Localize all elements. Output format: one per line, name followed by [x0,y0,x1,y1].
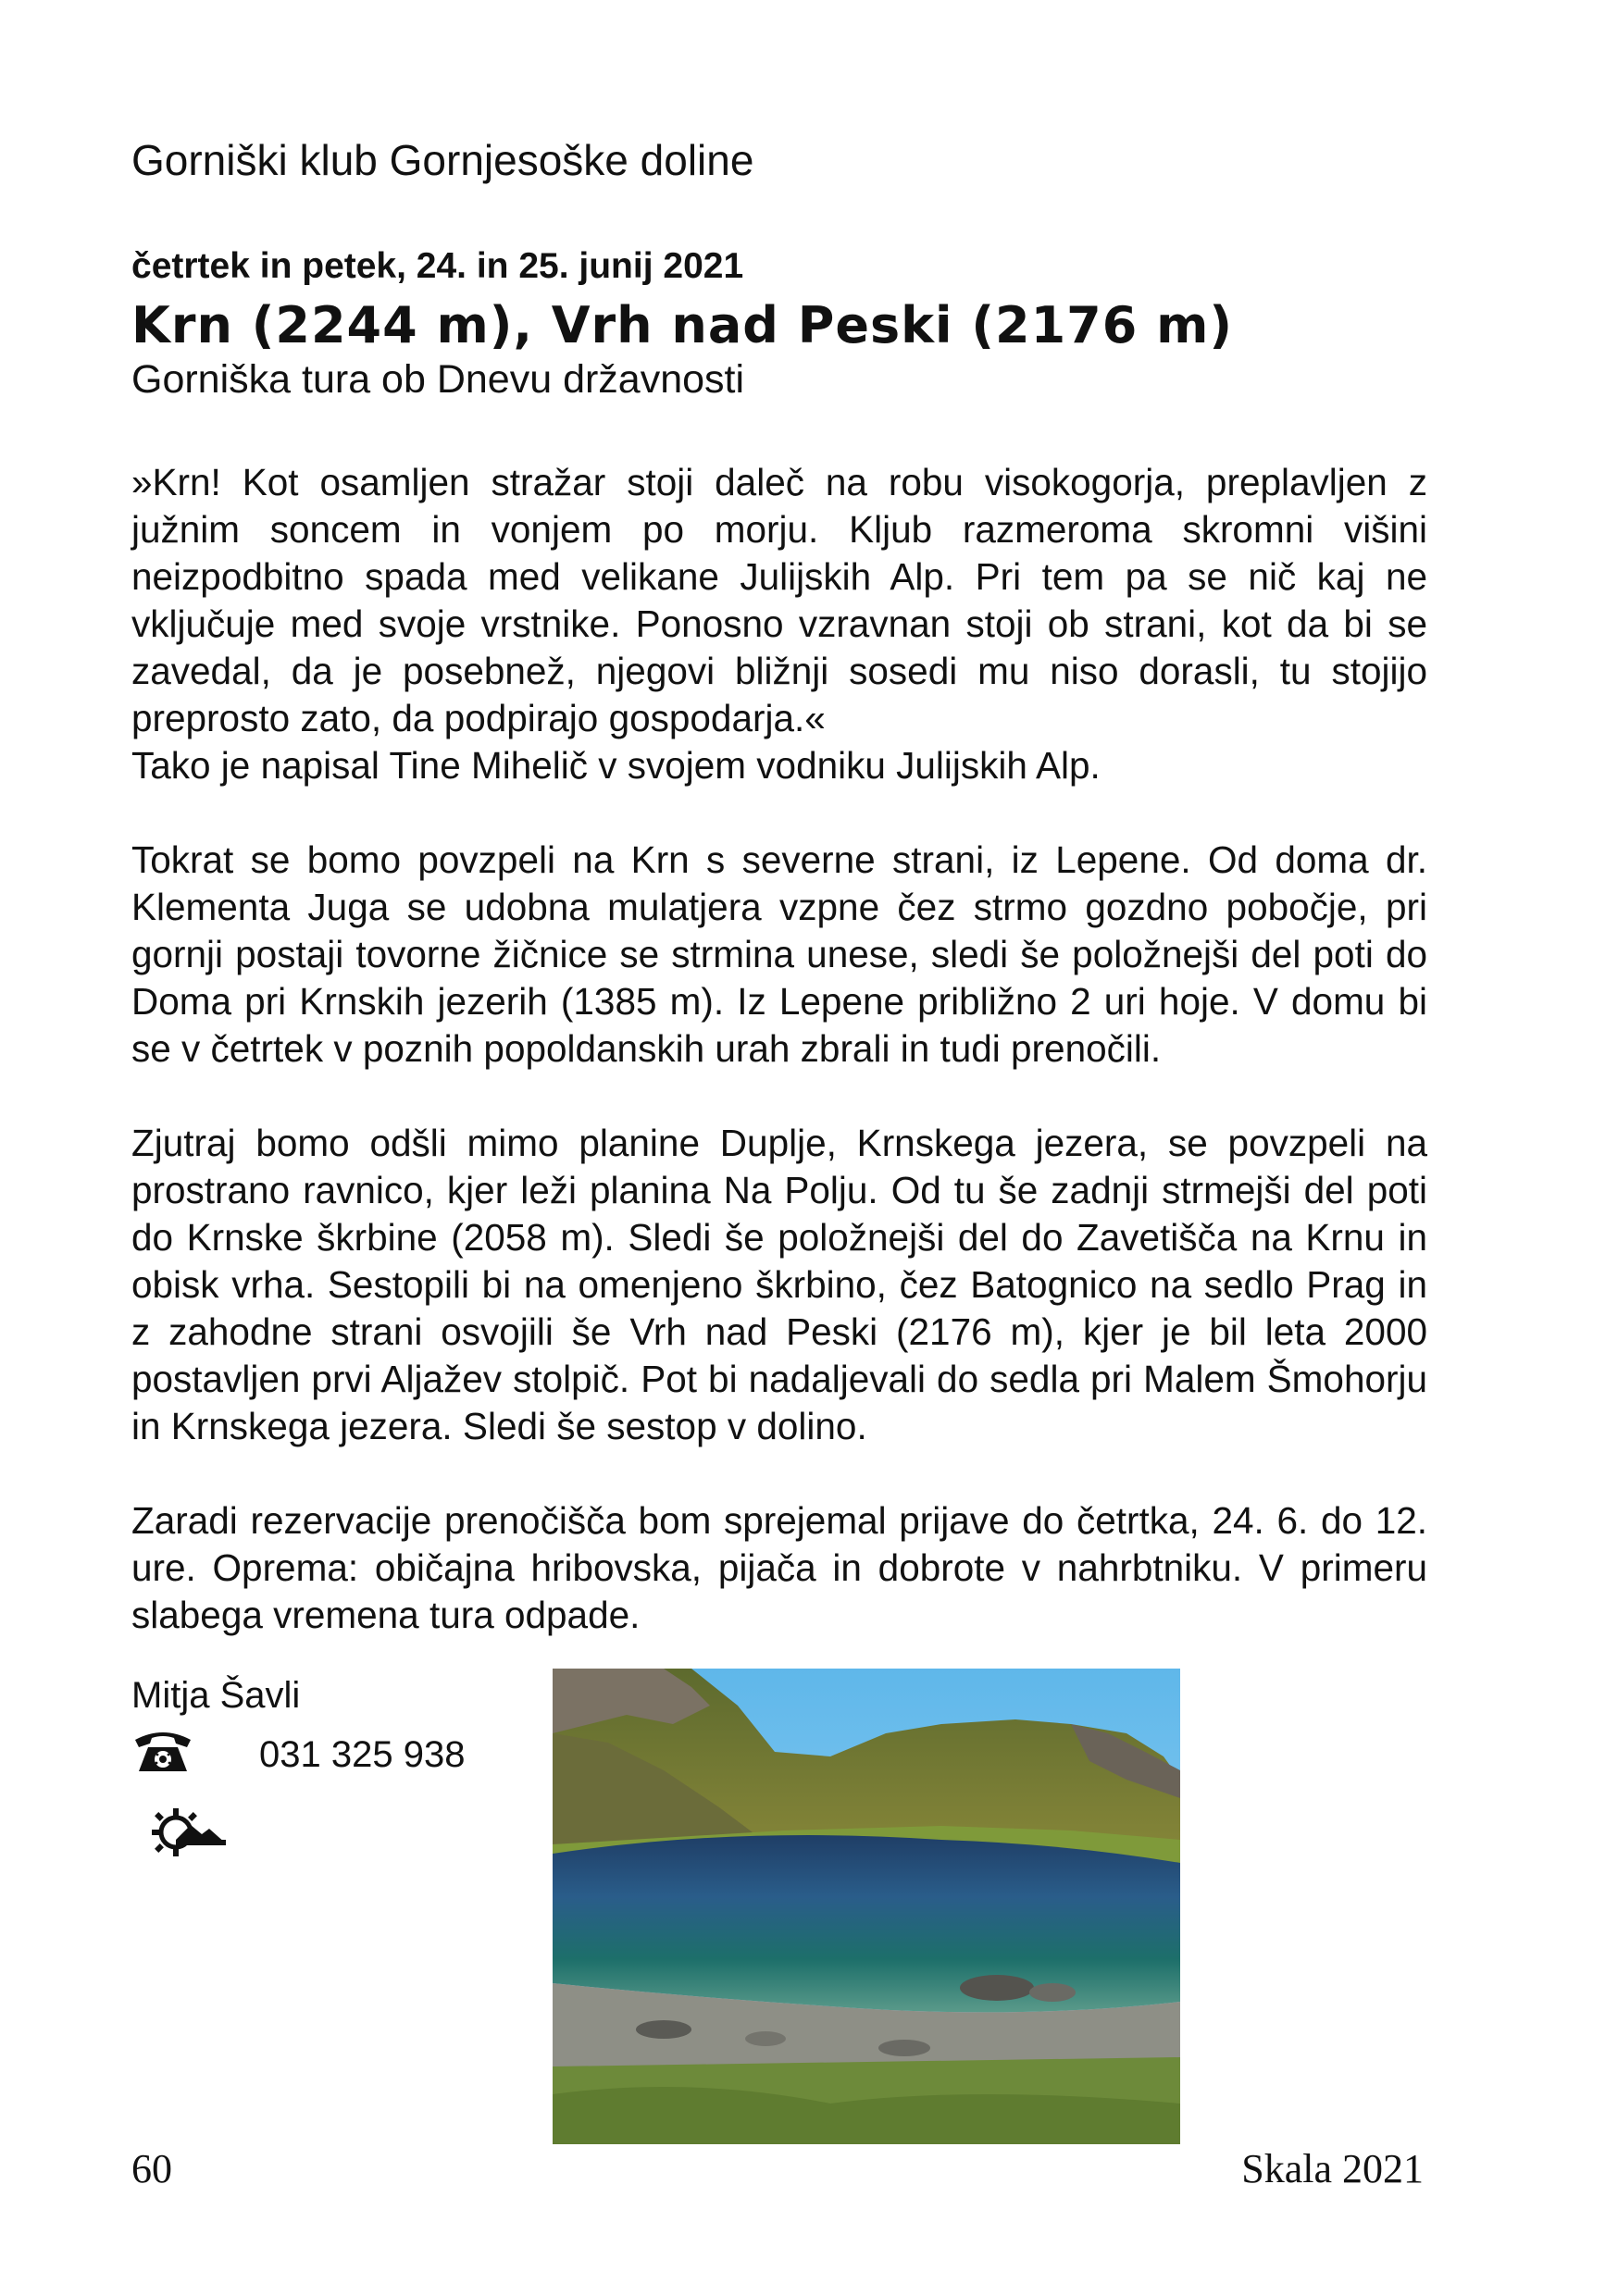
paragraph-gap [131,789,1427,837]
sun-behind-mountain-icon [148,1805,228,1860]
route-paragraph: Tokrat se bomo povzpeli na Krn s severne strani, iz Lepene. Od doma dr. Klementa Juga se udobna mulatjera vzpne čez strmo gozdno pobočje, pri gornji postaji tovorne žičnice se strmina unese, sledi še položnejši del poti do Doma pri Krnskih jezerih (1385 m). Iz Lepene približno 2 uri hoje. V domu bi se v četrtek v poznih popoldanskih urah zbrali in tudi prenočili. [131,838,1427,1070]
paragraph-gap [131,1450,1427,1497]
paragraph-gap [131,1073,1427,1120]
event-date: četrtek in petek, 24. in 25. junij 2021 [131,246,744,286]
itinerary-paragraph: Zjutraj bomo odšli mimo planine Duplje, Krnskega jezera, se povzpeli na prostrano ravnico, kjer leži planina Na Polju. Od tu še zadnji strmejši del poti do Krnske škrbine (2058 m). Sledi še položnejši del do Zavetišča na Krnu in obisk vrha. Sestopili bi na omenjeno škrbino, čez Batognico na sedlo Prag in z zahodne strani osvojili še Vrh nad Peski (2176 m), kjer je bil leta 2000 postavljen prvi Aljažev stolpič. Pot bi nadaljevali do sedla pri Malem Šmohorju in Krnskega jezera. Sledi še sestop v dolino. [131,1122,1427,1447]
event-subtitle: Gorniška tura ob Dnevu državnosti [131,357,745,402]
page-number: 60 [131,2146,172,2191]
publication-title: Skala 2021 [1241,2146,1424,2191]
quote-paragraph: »Krn! Kot osamljen stražar stoji daleč na robu visokogorja, preplavljen z južnim soncem in vonjem po morju. Kljub razmeroma skromni višini neizpodbitno spada med velikane Julijskih Alp. Pri tem pa se nič kaj ne vključuje med svoje vrstnike. Ponosno vzravnan stoji ob strani, kot da bi se zavedal, da je posebnež, njegovi bližnji sosedi mu niso dorasli, tu stojijo preprosto zato, da podpirajo gospodarja.« [131,461,1427,739]
attribution-paragraph: Tako je napisal Tine Mihelič v svojem vodniku Julijskih Alp. [131,744,1101,787]
contact-name: Mitja Šavli [131,1675,301,1716]
event-title: Krn (2244 m), Vrh nad Peski (2176 m) [131,296,1234,354]
telephone-icon [131,1727,194,1775]
phone-number: 031 325 938 [259,1734,466,1775]
mountain-lake-photo [553,1669,1180,2144]
article-body [131,459,1427,1639]
club-name: Gorniški klub Gornjesoške doline [131,136,754,184]
registration-paragraph: Zaradi rezervacije prenočišča bom sprejemal prijave do četrtka, 24. 6. do 12. ure. Oprema: običajna hribovska, pijača in dobrote v nahrbtniku. V primeru slabega vremena tura odpade. [131,1499,1427,1636]
